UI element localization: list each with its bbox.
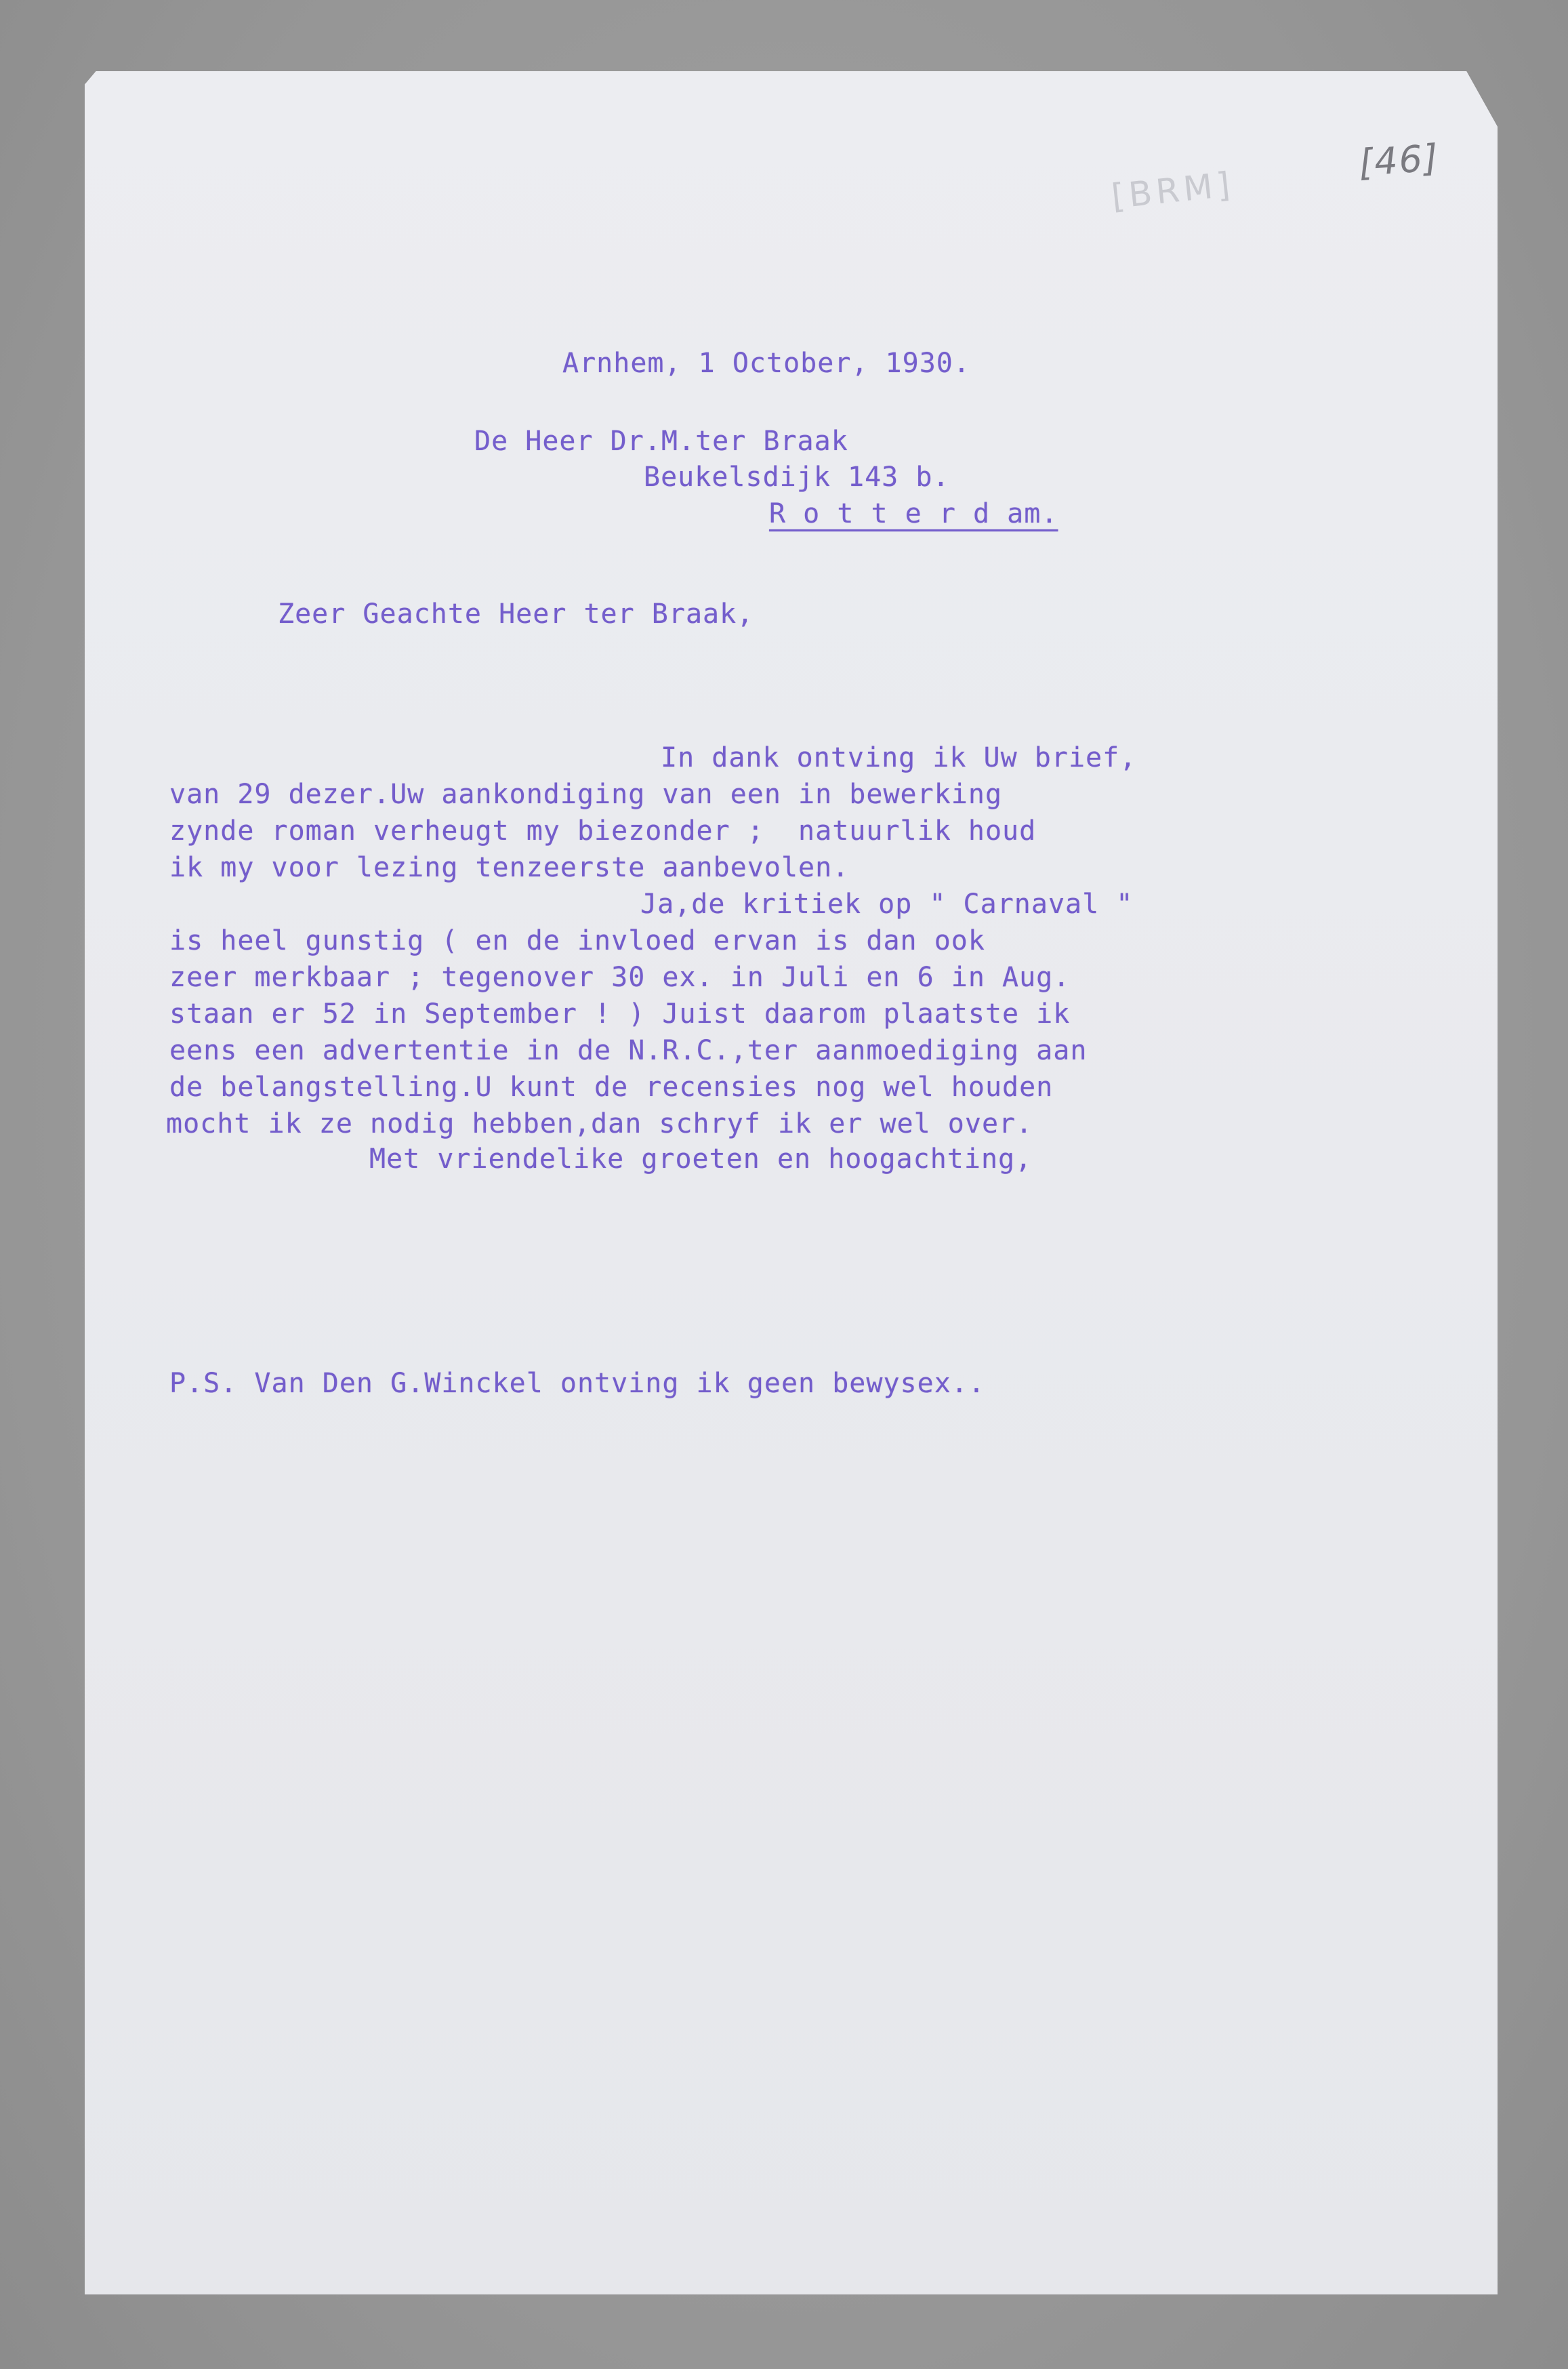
body-line: de belangstelling.U kunt de recensies nog wel houden — [169, 1072, 1054, 1103]
body-line: zeer merkbaar ; tegenover 30 ex. in Juli en 6 in Aug. — [169, 962, 1071, 993]
body-line: staan er 52 in September ! ) Juist daarom plaatste ik — [169, 998, 1071, 1030]
body-line: is heel gunstig ( en de invloed ervan is dan ook — [169, 925, 985, 956]
addressee-name: De Heer Dr.M.ter Braak — [474, 426, 848, 457]
faint-pencil-mark: [BRM] — [1109, 164, 1236, 217]
postscript: P.S. Van Den G.Winckel ontving ik geen bewysex.. — [169, 1368, 985, 1399]
letter-sheet — [85, 71, 1498, 2294]
body-line: van 29 dezer.Uw aankondiging van een in bewerking — [169, 779, 1003, 810]
body-line: In dank ontving ik Uw brief, — [661, 742, 1137, 773]
salutation: Zeer Geachte Heer ter Braak, — [278, 599, 754, 630]
date-line: Arnhem, 1 October, 1930. — [562, 348, 970, 379]
body-line: mocht ik ze nodig hebben,dan schryf ik er wel over. — [166, 1108, 1033, 1139]
closing-line: Met vriendelike groeten en hoogachting, — [369, 1143, 1033, 1175]
body-line: ik my voor lezing tenzeerste aanbevolen. — [169, 852, 850, 883]
archive-number: [46] — [1357, 136, 1441, 185]
body-line: eens een advertentie in de N.R.C.,ter aanmoediging aan — [169, 1035, 1088, 1066]
addressee-street: Beukelsdijk 143 b. — [644, 462, 950, 493]
body-line: zynde roman verheugt my biezonder ; natuurlik houd — [169, 815, 1037, 847]
addressee-city: R o t t e r d am. — [769, 498, 1058, 529]
body-line: Ja,de kritiek op " Carnaval " — [640, 889, 1134, 920]
